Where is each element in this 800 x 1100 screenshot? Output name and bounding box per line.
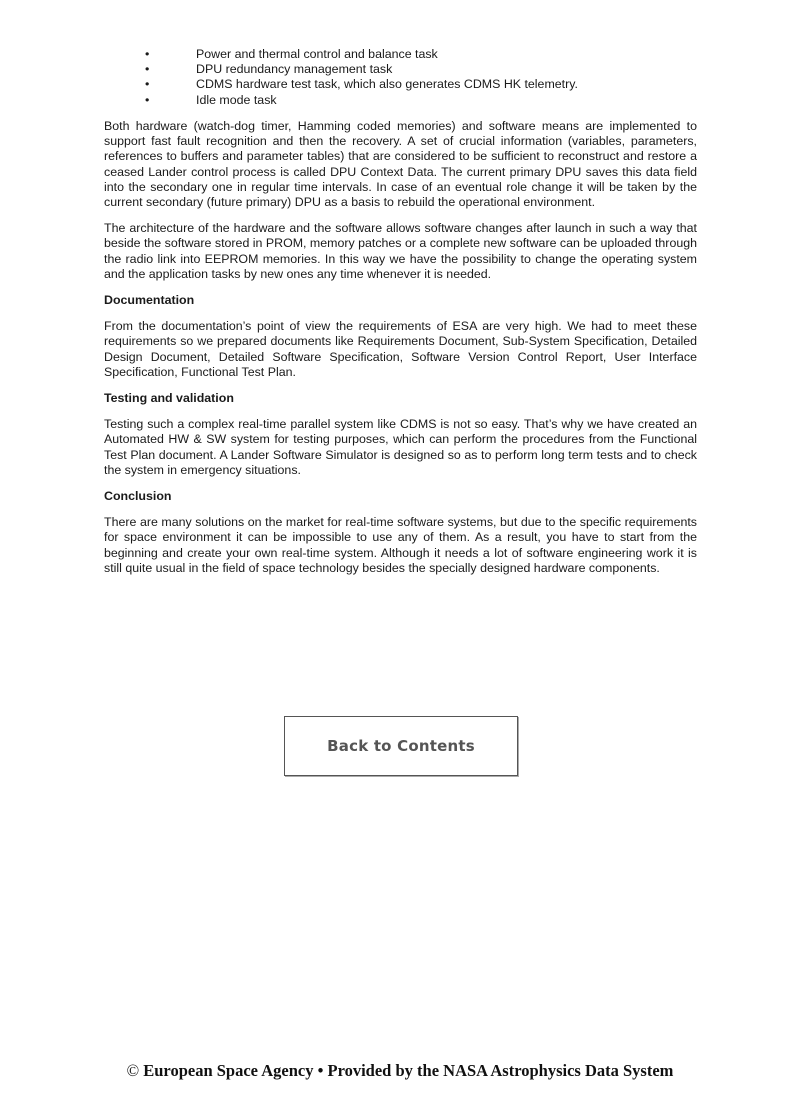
documentation-heading: Documentation	[104, 293, 195, 308]
bullet-icon: •	[145, 62, 150, 77]
bullet-icon: •	[145, 92, 150, 107]
footer-text: European Space Agency • Provided by the NASA Astrophysics Data System	[143, 1061, 674, 1080]
task-label: Power and thermal control and balance task	[196, 47, 438, 61]
conclusion-heading: Conclusion	[104, 489, 172, 504]
list-item	[104, 62, 704, 77]
task-list	[104, 47, 704, 108]
list-item	[104, 77, 704, 92]
task-label: DPU redundancy management task	[196, 62, 393, 77]
task-label: Idle mode task	[196, 92, 277, 107]
document-body	[104, 119, 697, 587]
copyright-icon: ©	[126, 1061, 140, 1080]
testing-paragraph: Testing such a complex real-time parallel system like CDMS is not so easy. That’s why we have created an Automated HW & SW system for testing purposes, which can perform the procedures from the Functional Test Plan document. A Lander Software Simulator is designed so as to perform long term tests and to check the system in emergency situations.	[104, 417, 697, 477]
back-to-contents-label: Back to Contents	[327, 737, 475, 755]
bullet-icon: •	[145, 77, 150, 92]
bullet-icon: •	[145, 47, 150, 61]
list-item	[104, 93, 704, 108]
task-label: CDMS hardware test task, which also generates CDMS HK telemetry.	[196, 77, 578, 92]
conclusion-paragraph: There are many solutions on the market for real-time software systems, but due to the specific requirements for space environment it can be impossible to use any of them. As a result, you have to start from the beginning and create your own real-time system. Although it needs a lot of software engineering work it is still quite usual in the field of space technology besides the specially designed hardware components.	[104, 515, 697, 575]
footer	[0, 1061, 800, 1081]
testing-heading: Testing and validation	[104, 391, 234, 406]
list-item	[104, 47, 704, 62]
architecture-paragraph: The architecture of the hardware and the software allows software changes after launch in such a way that beside the software stored in PROM, memory patches or a complete new software can be uploaded through the radio link into EEPROM memories. In this way we have the possibility to change the operating system and the application tasks by new ones any time whenever it is needed.	[104, 221, 698, 281]
fault-recovery-paragraph: Both hardware (watch-dog timer, Hamming coded memories) and software means are implemented to support fast fault recognition and then the recovery. A set of crucial information (variables, parameters, references to buffers and parameter tables) that are considered to be sufficient to reconstruct and restore a ceased Lander control process is called DPU Context Data. The current primary DPU saves this data field into the secondary one in regular time intervals. In case of an eventual role change it will be taken by the current secondary (future primary) DPU as a basis to rebuild the operational environment.	[104, 119, 697, 210]
documentation-paragraph: From the documentation’s point of view the requirements of ESA are very high. We had to meet these requirements so we prepared documents like Requirements Document, Sub-System Specification, Detailed Design Document, Detailed Software Specification, Software Version Control Report, User Interface Specification, Functional Test Plan.	[104, 319, 697, 379]
back-to-contents-button[interactable]	[284, 716, 518, 776]
